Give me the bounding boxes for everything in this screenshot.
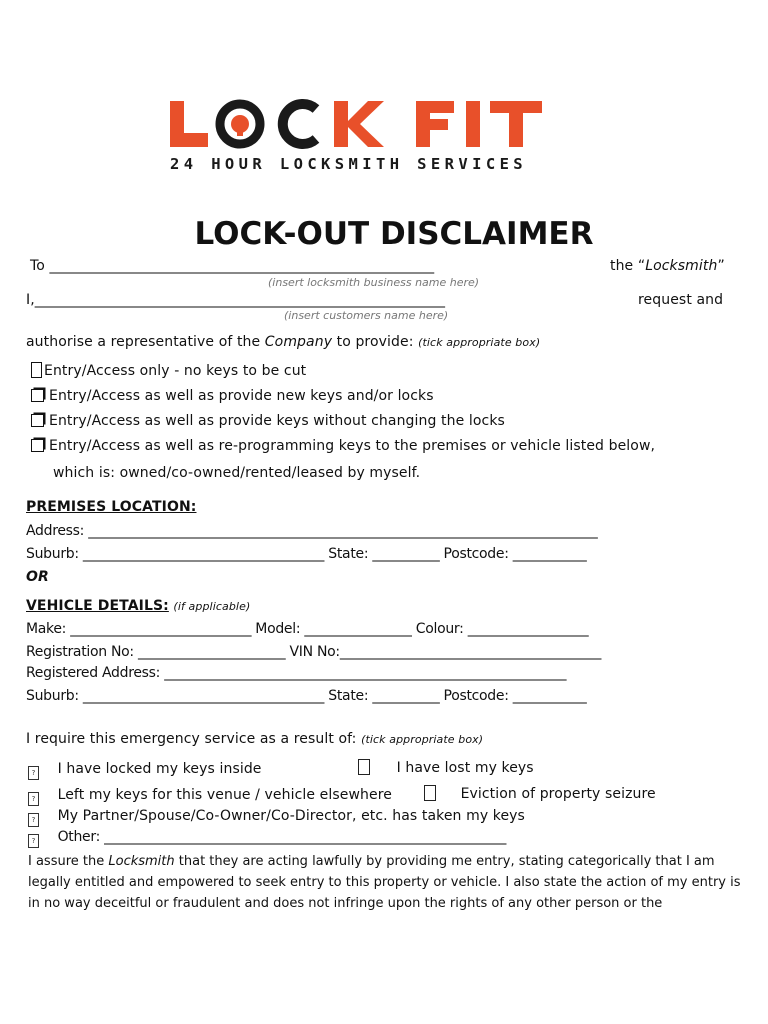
reason-other[interactable] (28, 829, 506, 848)
checkbox[interactable] (424, 785, 436, 801)
checkbox-glyph-icon[interactable]: ? (28, 813, 39, 827)
reason-eviction[interactable] (424, 785, 656, 802)
authorise-line (26, 334, 540, 350)
option-entry-only[interactable] (31, 362, 306, 379)
customer-blank[interactable]: ________________________________________________________________ (34, 292, 445, 308)
to-suffix (610, 258, 725, 274)
lockfit-logo (166, 95, 626, 175)
locksmith-name-hint: (insert locksmith business name here) (268, 276, 480, 289)
reason-partner[interactable] (28, 808, 525, 827)
reason-tick-hint: (tick appropriate box) (361, 733, 484, 746)
vehicle-heading: VEHICLE DETAILS: (26, 598, 169, 614)
vehicle-note: (if applicable) (173, 600, 251, 613)
checkbox-glyph-icon[interactable]: ? (28, 792, 39, 806)
assurance-post: that they are acting lawfully by providing me entry, stating categorically that I am legally entitled and empowered to seek entry to this property or vehicle. I also state the action of my entry is in no way deceitful or fraudulent and does not infringe upon the rights of any other person or the (28, 854, 741, 911)
reason-label: Left my keys for this venue / vehicle elsewhere (57, 787, 392, 803)
checkbox[interactable] (31, 414, 44, 427)
reason-label: Other: ____________________________________________________________ (57, 829, 507, 845)
to-suffix-post: ” (717, 258, 725, 274)
reason-left-elsewhere[interactable] (28, 787, 392, 806)
vehicle-rego-line[interactable]: Registration No: ______________________ VIN No:_______________________________________ (26, 644, 602, 660)
locksmith-label: Locksmith (645, 258, 718, 274)
reason-line (26, 731, 483, 747)
checkbox[interactable] (31, 389, 44, 402)
customer-prefix: I, (26, 292, 35, 308)
reason-label: Eviction of property seizure (460, 786, 656, 802)
option-reprogramming[interactable] (31, 438, 655, 454)
to-suffix-pre: the “ (610, 258, 646, 274)
vehicle-suburb-line[interactable]: Suburb: ____________________________________ State: __________ Postcode: ___________ (26, 688, 587, 704)
reason-label: My Partner/Spouse/Co-Owner/Co-Director, etc. has taken my keys (57, 808, 525, 824)
tick-hint: (tick appropriate box) (418, 336, 541, 349)
reason-text: I require this emergency service as a result of: (26, 731, 362, 747)
customer-suffix: request and (638, 292, 724, 308)
authorise-text-post: to provide: (332, 334, 419, 350)
assurance-locksmith: Locksmith (108, 854, 175, 869)
checkbox-glyph-icon[interactable]: ? (28, 834, 39, 848)
option-continuation: which is: owned/co-owned/rented/leased by myself. (53, 465, 421, 481)
assurance-paragraph (28, 851, 743, 914)
logo-wordmark (170, 101, 542, 147)
vehicle-heading-row (26, 598, 250, 614)
checkbox[interactable] (358, 759, 370, 775)
option-new-keys[interactable] (31, 388, 434, 404)
address-field[interactable]: Address: ____________________________________________________________________________ (26, 523, 598, 539)
or-label: OR (26, 569, 49, 585)
premises-heading: PREMISES LOCATION: (26, 499, 197, 515)
option-label: Entry/Access as well as provide keys without changing the locks (49, 413, 505, 429)
checkbox-glyph-icon[interactable]: ? (28, 766, 39, 780)
reason-lost-keys[interactable] (358, 759, 534, 776)
assurance-pre: I assure the (28, 854, 109, 869)
authorise-text-pre: authorise a representative of the (26, 334, 265, 350)
to-blank[interactable]: ____________________________________________________________ (49, 258, 434, 274)
option-label: Entry/Access as well as re-programming keys to the premises or vehicle listed below, (49, 438, 656, 454)
page-title: LOCK-OUT DISCLAIMER (194, 216, 594, 252)
premises-suburb-line[interactable]: Suburb: ____________________________________ State: __________ Postcode: ___________ (26, 546, 587, 562)
logo-tagline: 24 HOUR LOCKSMITH SERVICES (170, 155, 528, 173)
option-label: Entry/Access only - no keys to be cut (44, 363, 307, 379)
to-line (30, 258, 434, 274)
reason-locked-inside[interactable] (28, 761, 262, 780)
checkbox[interactable] (31, 362, 42, 378)
reason-label: I have locked my keys inside (57, 761, 262, 777)
reason-label: I have lost my keys (396, 760, 534, 776)
customer-name-hint: (insert customers name here) (284, 309, 449, 322)
customer-line (26, 292, 444, 308)
checkbox[interactable] (31, 439, 44, 452)
company-label: Company (264, 334, 333, 350)
registered-address-line[interactable]: Registered Address: ____________________________________________________________ (26, 665, 567, 681)
option-keys-no-lock-change[interactable] (31, 413, 505, 429)
option-label: Entry/Access as well as provide new keys and/or locks (49, 388, 434, 404)
to-prefix: To (30, 258, 45, 274)
vehicle-make-line[interactable]: Make: ___________________________ Model: ________________ Colour: __________________ (26, 621, 589, 637)
